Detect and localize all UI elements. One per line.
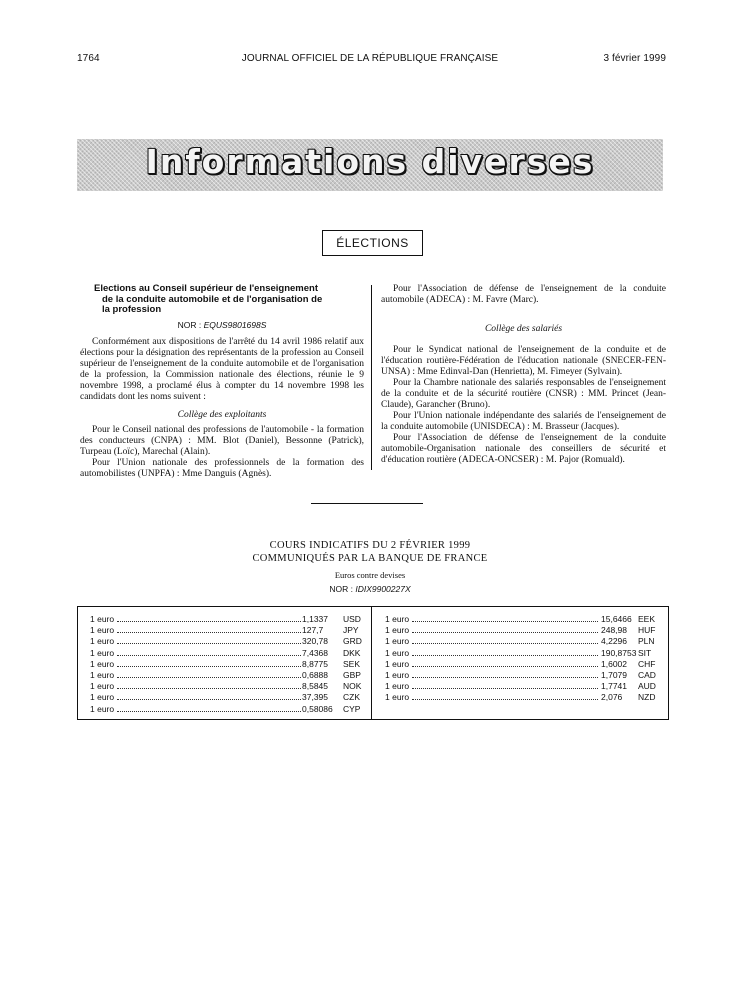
rate-value: 1,7741	[601, 681, 627, 692]
rate-value: 0,58086	[302, 703, 333, 714]
banner-title: Informations diverses	[145, 142, 595, 181]
dot-leader	[412, 688, 598, 689]
rate-row	[90, 625, 362, 636]
rate-currency: CYP	[343, 703, 361, 714]
rate-currency: PLN	[638, 636, 655, 647]
rate-unit: 1 euro	[90, 625, 115, 636]
rate-unit: 1 euro	[90, 647, 115, 658]
dot-leader	[117, 632, 301, 633]
rate-unit: 1 euro	[90, 703, 115, 714]
rate-value: 190,8753	[601, 647, 637, 658]
rate-unit: 1 euro	[385, 636, 410, 647]
rate-unit: 1 euro	[385, 614, 410, 624]
rate-row	[90, 681, 362, 692]
rate-unit: 1 euro	[90, 614, 115, 624]
article-intro: Conformément aux dispositions de l'arrêté du 14 avril 1986 relatif aux élections pour la désignation des représentants de la profession au Conseil supérieur de l'enseignement de la conduite automobile et de l'organisation de la profession, la Commission nationale des élections, réunie le 9 novembre 1998, a proclamé élus à compter du 14 novembre 1998 les candidats dont les noms suivent :	[80, 336, 364, 402]
rates-title-line1: COURS INDICATIFS DU 2 FÉVRIER 1999	[269, 540, 471, 551]
rate-value: 2,076	[601, 692, 623, 703]
rate-unit: 1 euro	[90, 658, 115, 669]
rate-row	[90, 670, 362, 681]
rate-value: 248,98	[601, 625, 627, 636]
rate-row	[90, 648, 362, 659]
nor-code: IDIX9900227X	[355, 584, 411, 594]
rate-value: 1,7079	[601, 670, 627, 680]
rate-currency: GBP	[343, 670, 361, 680]
paragraph-cnpa: Pour le Conseil national des professions de l'automobile - la formation des conducteurs (CNPA) : MM. Blot (Daniel), Bessonne (Patrick), Turpeau (Loïc), Marechal (Alain).	[80, 424, 364, 457]
rate-currency: NOK	[343, 681, 362, 692]
rate-unit: 1 euro	[90, 636, 115, 647]
rate-value: 7,4368	[302, 647, 328, 658]
rate-currency: CAD	[638, 670, 656, 680]
rate-row	[90, 614, 362, 625]
rate-unit: 1 euro	[385, 692, 410, 703]
nor-label: NOR :	[329, 584, 353, 594]
college-salaries-title: Collège des salariés	[484, 324, 563, 334]
rate-row	[90, 636, 362, 647]
page-number: 1764	[77, 53, 100, 64]
rate-value: 0,6888	[302, 670, 328, 680]
rate-currency: DKK	[343, 647, 361, 658]
rate-unit: 1 euro	[90, 670, 115, 680]
rate-currency: EEK	[638, 614, 656, 624]
separator-rule	[311, 503, 423, 504]
article-heading-line: de la conduite automobile et de l'organisation de	[102, 293, 323, 305]
rate-value: 15,6466	[601, 614, 632, 624]
rate-currency: AUD	[638, 681, 656, 692]
journal-title: JOURNAL OFFICIEL DE LA RÉPUBLIQUE FRANÇAISE	[241, 53, 499, 64]
rate-unit: 1 euro	[90, 692, 115, 703]
section-label: ÉLECTIONS	[322, 230, 423, 256]
dot-leader	[412, 677, 598, 678]
paragraph-cnsr: Pour la Chambre nationale des salariés responsables de l'enseignement de la conduite et de la sécurité routière (CNSR) : MM. Princet (Jean-Claude), Garancher (Bruno).	[381, 378, 666, 410]
paragraph-unpfa: Pour l'Union nationale des professionnels de la formation des automobilistes (UNPFA) : Mme Danguis (Agnès).	[80, 457, 364, 479]
rate-unit: 1 euro	[385, 658, 410, 669]
rate-unit: 1 euro	[385, 647, 410, 658]
rate-currency: USD	[343, 614, 361, 624]
rate-row	[385, 625, 661, 636]
article-heading-line: Elections au Conseil supérieur de l'enseignement	[94, 283, 318, 294]
dot-leader	[412, 666, 598, 667]
article-right-column	[381, 284, 666, 466]
issue-date: 3 février 1999	[603, 53, 666, 64]
dot-leader	[412, 632, 598, 633]
rate-value: 320,78	[302, 636, 328, 647]
rates-nor	[180, 584, 560, 594]
paragraph-adeca: Pour l'Association de défense de l'enseignement de la conduite automobile (ADECA) : M. Favre (Marc).	[381, 284, 666, 305]
paragraph-snecer: Pour le Syndicat national de l'enseignement de la conduite et de l'éducation routière-Fédération de l'éducation nationale (SNECER-FEN-UNSA) : Mme Edinval-Dan (Henrietta), M. Fimeyer (Sylvain).	[381, 345, 666, 377]
rate-currency: HUF	[638, 625, 656, 636]
rate-currency: JPY	[343, 625, 359, 636]
rate-currency: SIT	[638, 647, 652, 658]
section-banner	[77, 139, 663, 191]
dot-leader	[117, 655, 301, 656]
column-divider	[371, 285, 372, 470]
rates-table-divider	[371, 606, 372, 720]
rate-value: 37,395	[302, 692, 328, 703]
rate-row	[385, 659, 661, 670]
dot-leader	[117, 711, 301, 712]
rate-value: 4,2296	[601, 636, 627, 647]
rate-unit: 1 euro	[385, 681, 410, 692]
dot-leader	[412, 699, 598, 700]
rate-row	[385, 636, 661, 647]
dot-leader	[117, 699, 301, 700]
rate-row	[385, 692, 661, 703]
article-left-column	[80, 284, 364, 480]
rate-row	[385, 681, 661, 692]
dot-leader	[412, 621, 598, 622]
dot-leader	[117, 666, 301, 667]
paragraph-unisdeca: Pour l'Union nationale indépendante des salariés de l'enseignement de la conduite automobile (UNISDECA) : M. Brasseur (Jacques).	[381, 411, 666, 432]
rate-value: 8,8775	[302, 658, 328, 669]
nor-code: EQUS9801698S	[203, 319, 267, 330]
rate-unit: 1 euro	[385, 625, 410, 636]
rate-currency: GRD	[343, 636, 362, 647]
dot-leader	[117, 688, 301, 689]
rates-title-line2: COMMUNIQUÉS PAR LA BANQUE DE FRANCE	[252, 553, 488, 564]
rate-value: 1,1337	[302, 614, 328, 624]
dot-leader	[412, 643, 598, 644]
rate-row	[385, 614, 661, 625]
rate-currency: SEK	[343, 658, 361, 669]
dot-leader	[117, 643, 301, 644]
dot-leader	[117, 677, 301, 678]
rate-unit: 1 euro	[90, 681, 115, 692]
rate-row	[90, 692, 362, 703]
rate-unit: 1 euro	[385, 670, 410, 680]
article-heading-line: la profession	[102, 304, 162, 315]
rate-row	[385, 648, 661, 659]
rate-row	[90, 659, 362, 670]
nor-label: NOR :	[177, 319, 202, 330]
college-exploitants-title: Collège des exploitants	[177, 409, 267, 420]
rate-row	[90, 704, 362, 715]
article-nor	[80, 320, 364, 331]
rate-currency: CZK	[343, 692, 360, 703]
dot-leader	[117, 621, 301, 622]
rate-value: 127,7	[302, 625, 324, 636]
dot-leader	[412, 655, 598, 656]
rate-row	[385, 670, 661, 681]
rate-currency: CHF	[638, 658, 656, 669]
rate-value: 8,5845	[302, 681, 328, 692]
rate-currency: NZD	[638, 692, 656, 703]
rate-value: 1,6002	[601, 658, 627, 669]
rates-subtitle: Euros contre devises	[334, 570, 406, 580]
paragraph-adeca-oncser: Pour l'Association de défense de l'enseignement de la conduite automobile-Organisation nationale des conseillers de sécurité et d'éducation routière (ADECA-ONCSER) : M. Pajor (Romuald).	[381, 433, 666, 465]
